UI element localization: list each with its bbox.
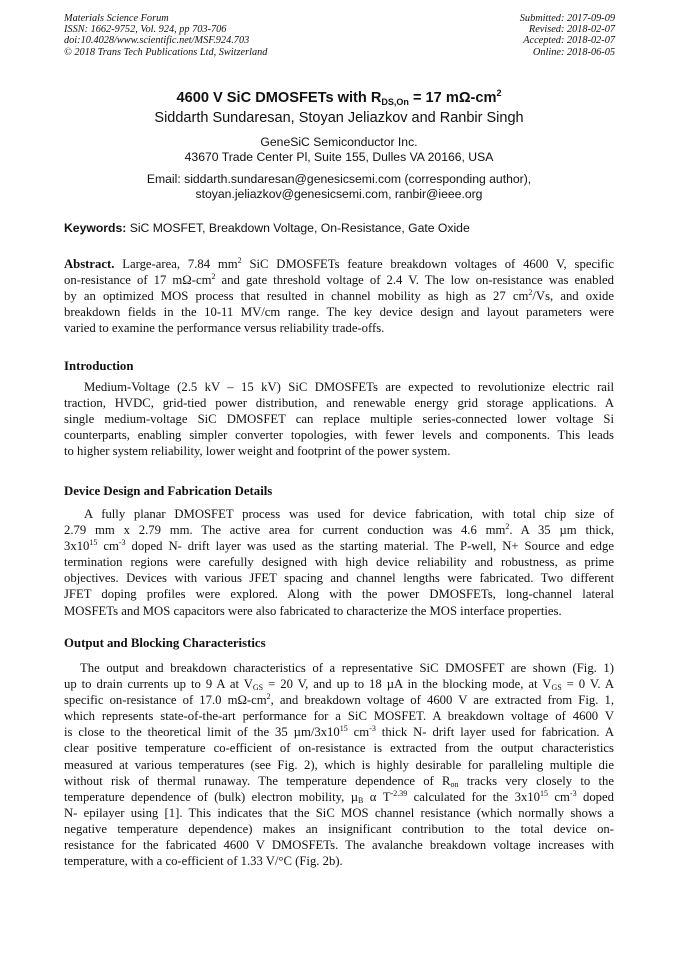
text-run: Large-area, 7.84 mm: [114, 257, 238, 271]
output-paragraph: [64, 660, 614, 869]
output-line: which represents state-of-the-art performance for a SiC MOSFET. A breakdown voltage of 4600 V: [64, 709, 614, 724]
superscript: -3: [369, 724, 376, 734]
text-run: = 20 V, and up to 18 µA in the blocking mode, at V: [263, 677, 552, 692]
intro-line: counterparts, enabling simpler converter topologies, with fewer levels and components. This leads: [64, 428, 614, 443]
design-line: objectives. Devices with various JFET spacing and channel lengths were fabricated. Two different: [64, 571, 614, 586]
superscript: 2: [528, 288, 533, 298]
text-run: without risk of thermal runaway. The temperature dependence of R: [64, 773, 451, 788]
intro-line: Medium-Voltage (2.5 kV – 15 kV) SiC DMOSFETs are expected to revolutionize electric rail: [84, 380, 614, 394]
date-accepted: Accepted: 2018-02-07: [523, 35, 615, 47]
affiliation-address: 43670 Trade Center Pl, Suite 155, Dulles VA 20166, USA: [184, 150, 494, 165]
superscript: -2.39: [390, 788, 408, 798]
output-line: [64, 773, 614, 789]
abstract: [64, 256, 614, 336]
title-subscript: DS,On: [381, 97, 409, 107]
journal-doi: doi:10.4028/www.scientific.net/MSF.924.703: [64, 35, 250, 47]
abstract-line: [64, 256, 614, 272]
text-run: doped N- drift layer was used as the starting material. The P-well, N+ Source and edge: [125, 539, 614, 554]
text-run: 2.79 mm x 2.79 mm. The active area for current conduction was 4.6 mm: [64, 523, 506, 538]
text-run: up to drain currents up to 9 A at V: [64, 677, 253, 692]
superscript: 15: [339, 724, 348, 734]
paper-title: [0, 88, 678, 107]
superscript: 15: [539, 788, 548, 798]
design-paragraph: [64, 506, 614, 619]
date-revised: Revised: 2018-02-07: [528, 24, 615, 36]
superscript: 15: [89, 538, 98, 548]
design-line: JFET doping profiles were explored. Along with the power DMOSFETs, long-channel lateral: [64, 587, 614, 602]
text-run: thick N- drift layer used for fabrication. A: [375, 725, 614, 740]
subscript: B: [358, 795, 364, 805]
output-line: temperature, with a co-efficient of 1.33 V/°C (Fig. 2b).: [64, 854, 343, 869]
text-run: α T: [363, 789, 391, 804]
text-run: calculated for the 3x10: [407, 789, 540, 804]
email-block: [0, 172, 678, 202]
output-line: The output and breakdown characteristics of a representative SiC DMOSFET are shown (Fig. 1): [80, 661, 614, 675]
title-text: 4600 V SiC DMOSFETs with R: [176, 90, 382, 106]
intro-line: to higher system reliability, lower weight and footprint of the power system.: [64, 444, 451, 459]
email-line-2: stoyan.jeliazkov@genesicsemi.com, ranbir@ieee.org: [195, 187, 483, 202]
subscript: GS: [252, 683, 264, 693]
keywords-text: SiC MOSFET, Breakdown Voltage, On-Resistance, Gate Oxide: [126, 221, 470, 235]
output-line: [64, 676, 614, 692]
subscript: on: [450, 779, 459, 789]
output-line: [64, 789, 614, 805]
abstract-line: varied to examine the performance versus reliability trade-offs.: [64, 321, 385, 336]
keywords: [64, 221, 470, 235]
journal-header-left: [64, 13, 267, 58]
output-line: [64, 692, 614, 708]
design-line: [64, 522, 614, 538]
section-heading-introduction: Introduction: [64, 359, 134, 373]
abstract-line: [64, 288, 614, 304]
abstract-line: [64, 272, 614, 288]
affiliation: [0, 135, 678, 166]
intro-paragraph: [64, 379, 614, 459]
text-run: specific on-resistance of 17.0 mΩ-cm: [64, 693, 267, 708]
authors: Siddarth Sundaresan, Stoyan Jeliazkov and Ranbir Singh: [154, 110, 524, 126]
intro-line: single medium-voltage SiC DMOSFET can replace multiple series-connected lower voltage Si: [64, 412, 614, 427]
text-run: = 0 V. A: [561, 677, 614, 692]
output-line: negative temperature dependence) makes an insignificant contribution to the total device on-: [64, 821, 614, 836]
text-run: 3x10: [64, 539, 90, 554]
text-run: , and breakdown voltage of 4600 V are extracted from Fig. 1,: [270, 693, 614, 708]
journal-issn: ISSN: 1662-9752, Vol. 924, pp 703-706: [64, 24, 227, 36]
design-line: A fully planar DMOSFET process was used for device fabrication, with total chip size of: [84, 507, 614, 521]
abstract-line: breakdown fields in the 10-11 MV/cm range. The key device design and layout parameters were: [64, 305, 614, 320]
text-run: is close to the theoretical limit of the 35 µm/3x10: [64, 725, 340, 740]
date-online: Online: 2018-06-05: [532, 46, 615, 58]
affiliation-name: GeneSiC Semiconductor Inc.: [260, 135, 418, 149]
text-run: temperature dependence of (bulk) electron mobility, µ: [64, 789, 359, 804]
design-line: MOSFETs and MOS capacitors were also fabricated to characterize the MOS interface properties.: [64, 603, 562, 618]
journal-header-right: [520, 13, 615, 58]
text-run: by an optimized MOS process that resulted in channel mobility as high as 27 cm: [64, 289, 529, 304]
superscript: 2: [237, 256, 242, 265]
text-run: cm: [347, 725, 370, 740]
journal-name: Materials Science Forum: [64, 13, 169, 24]
title-superscript: 2: [496, 88, 502, 98]
text-run: cm: [97, 539, 119, 554]
output-line: [64, 724, 614, 740]
section-heading-design: Device Design and Fabrication Details: [64, 484, 273, 498]
text-run: cm: [547, 789, 570, 804]
design-line: [64, 538, 614, 554]
section-heading-output: Output and Blocking Characteristics: [64, 636, 266, 650]
output-line: measured at various temperatures (see Fig. 2), which is highly desirable for paralleling multiple die: [64, 757, 614, 772]
keywords-label: Keywords:: [64, 221, 127, 235]
text-run: tracks very closely to the: [458, 773, 614, 788]
output-line: resistance for the fabricated 4600 V DMOSFETs. The avalanche breakdown voltage increases with: [64, 838, 614, 853]
superscript: -3: [118, 538, 126, 548]
superscript: 2: [266, 692, 271, 702]
text-run: doped: [576, 789, 614, 804]
superscript: -3: [569, 788, 577, 798]
superscript: 2: [505, 522, 510, 532]
intro-line: traction, HVDC, grid-tied power distribution, and renewable energy grid storage applications. A: [64, 396, 614, 411]
output-line: N- epilayer using [1]. This indicates that the SiC MOS channel resistance (which normally shows a: [64, 805, 614, 820]
abstract-label: Abstract.: [64, 257, 115, 271]
output-line: clear positive temperature co-efficient of on-resistance is extracted from the output characteristics: [64, 741, 614, 756]
journal-copyright: © 2018 Trans Tech Publications Ltd, Switzerland: [64, 46, 268, 58]
design-line: termination regions were carefully designed with high device reliability and robustness, as prime: [64, 555, 614, 570]
text-run: . A 35 µm thick,: [509, 523, 614, 538]
title-text-rest: = 17 mΩ-cm: [408, 90, 497, 106]
subscript: GS: [551, 683, 562, 693]
text-run: on-resistance of 17 mΩ-cm: [64, 273, 212, 288]
date-submitted: Submitted: 2017-09-09: [519, 13, 615, 24]
text-run: /Vs, and oxide: [532, 289, 614, 304]
email-line-1: Email: siddarth.sundaresan@genesicsemi.com (corresponding author),: [146, 172, 532, 186]
superscript: 2: [211, 272, 216, 282]
text-run: and gate threshold voltage of 2.4 V. The low on-resistance was enabled: [215, 273, 614, 288]
text-run: SiC DMOSFETs feature breakdown voltages of 4600 V, specific: [241, 257, 614, 271]
